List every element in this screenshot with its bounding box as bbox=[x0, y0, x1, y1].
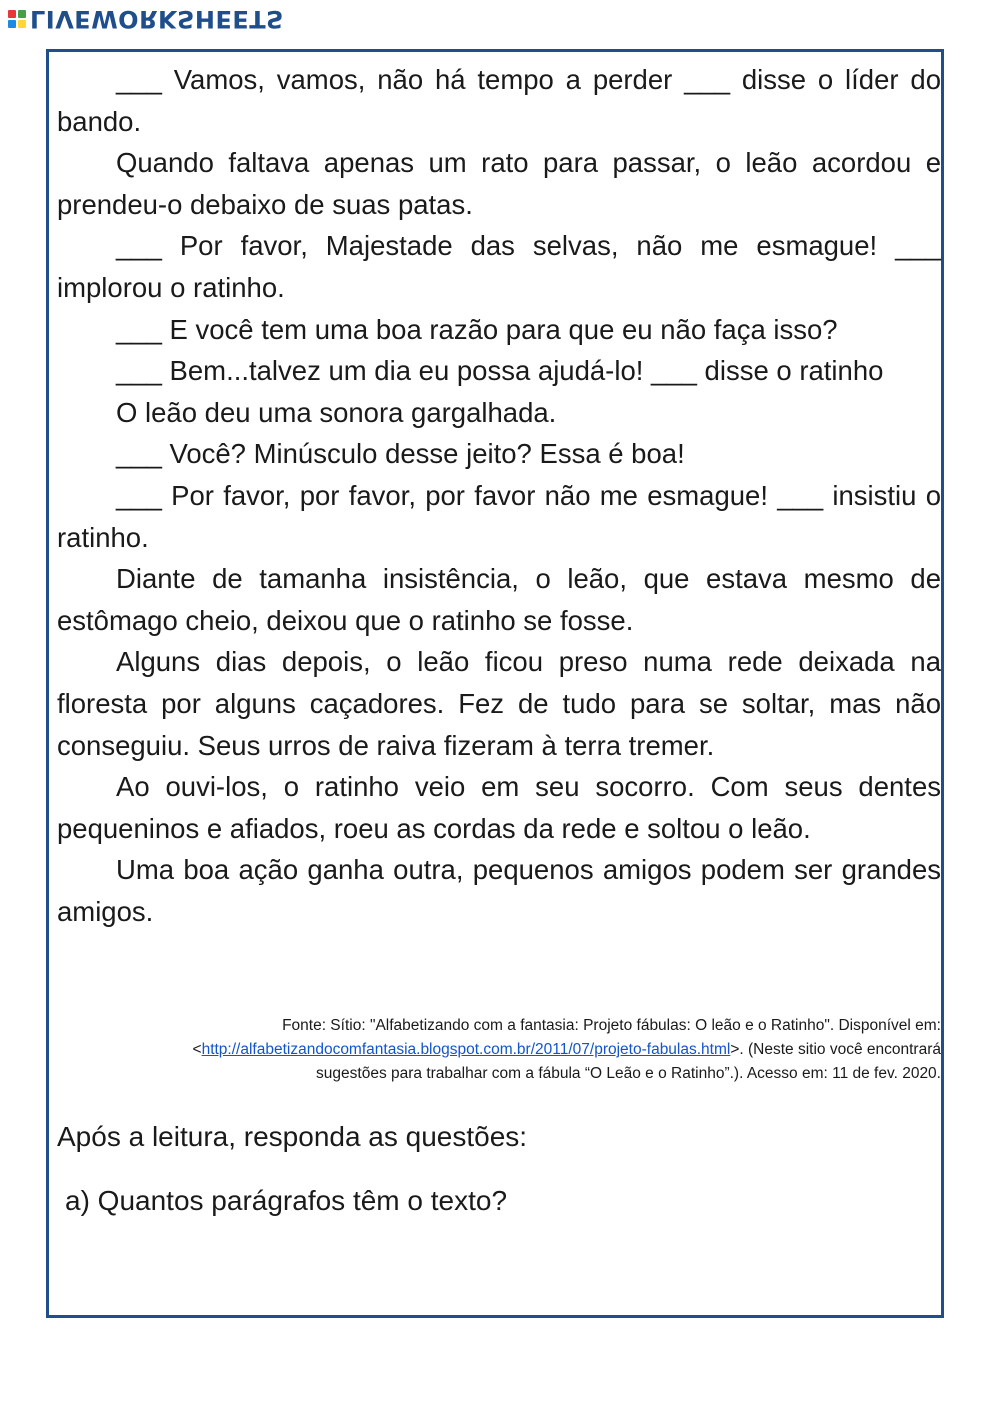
source-after-link: >. (Neste sitio você encontrará bbox=[730, 1041, 941, 1058]
story-paragraph: ___ Bem...talvez um dia eu possa ajudá-lo! ___ disse o ratinho bbox=[116, 355, 884, 387]
source-link[interactable]: http://alfabetizandocomfantasia.blogspot.com.br/2011/07/projeto-fabulas.html bbox=[201, 1041, 731, 1058]
logo-blocks-icon bbox=[8, 10, 26, 28]
logo-block-red bbox=[8, 10, 16, 18]
story-paragraph: ___ Vamos, vamos, não há tempo a perder ___ disse o líder do bando. bbox=[57, 64, 941, 137]
story-paragraph: Alguns dias depois, o leão ficou preso numa rede deixada na floresta por alguns caçadores. Fez de tudo para se soltar, mas não conseguiu. Seus urros de raiva fizeram à terra tremer. bbox=[57, 646, 941, 761]
story-paragraph: Quando faltava apenas um rato para passar, o leão acordou e prendeu-o debaixo de suas patas. bbox=[57, 147, 941, 220]
source-lt: < bbox=[192, 1041, 202, 1058]
story-paragraph: ___ E você tem uma boa razão para que eu não faça isso? bbox=[116, 313, 838, 345]
story-paragraph: Ao ouvi-los, o ratinho veio em seu socorro. Com seus dentes pequeninos e afiados, roeu as cordas da rede e soltou o leão. bbox=[57, 771, 941, 844]
source-line-1: Fonte: Sítio: "Alfabetizando com a fantasia: Projeto fábulas: O leão e o Ratinho". Disponível em: bbox=[282, 1017, 941, 1034]
story-paragraph: O leão deu uma sonora gargalhada. bbox=[116, 396, 557, 428]
after-reading-instruction: Após a leitura, responda as questões: bbox=[57, 1121, 528, 1152]
logo-block-blue bbox=[8, 20, 16, 28]
source-line-3: sugestões para trabalhar com a fábula “O Leão e o Ratinho”.). Acesso em: 11 de fev. 2020. bbox=[316, 1065, 941, 1082]
story-paragraph: Diante de tamanha insistência, o leão, que estava mesmo de estômago cheio, deixou que o ratinho se fosse. bbox=[57, 563, 941, 636]
liveworksheets-logo bbox=[8, 4, 284, 34]
source-citation bbox=[57, 1014, 941, 1086]
logo-block-yellow bbox=[18, 20, 26, 28]
question-a: a) Quantos parágrafos têm o texto? bbox=[65, 1185, 508, 1216]
logo-block-green bbox=[18, 10, 26, 18]
story-paragraph: Uma boa ação ganha outra, pequenos amigos podem ser grandes amigos. bbox=[57, 854, 941, 927]
story-text bbox=[57, 59, 941, 932]
story-paragraph: ___ Por favor, por favor, por favor não me esmague! ___ insistiu o ratinho. bbox=[57, 479, 941, 553]
story-paragraph: ___ Por favor, Majestade das selvas, não me esmague! ___ implorou o ratinho. bbox=[57, 230, 941, 303]
story-paragraph: ___ Você? Minúsculo desse jeito? Essa é boa! bbox=[116, 438, 685, 470]
source-line-2 bbox=[57, 1038, 941, 1062]
logo-text: LIVEWORKSHEETS bbox=[30, 5, 284, 33]
